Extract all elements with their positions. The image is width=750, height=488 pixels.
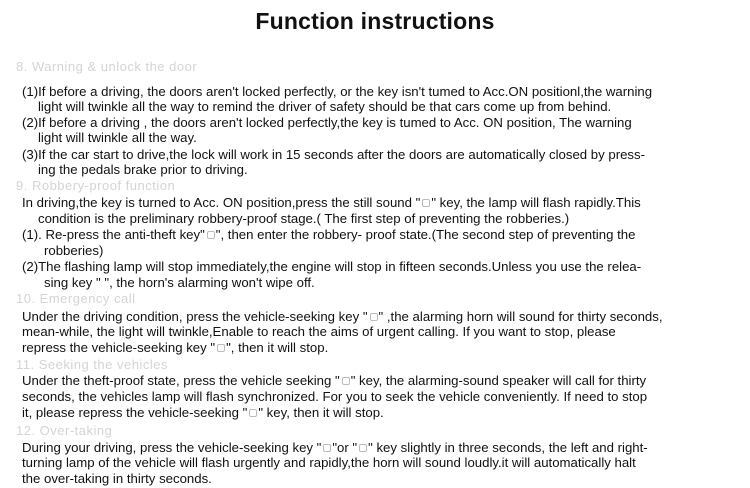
text-line: mean-while, the light will twinkle,Enable to reach the aims of urgent calling. If you want to stop, please [22, 324, 616, 339]
text-span: " key, the lamp will flash rapidly.This [431, 195, 641, 210]
text-line [22, 341, 328, 354]
text-line [22, 374, 646, 387]
text-line: seconds, the vehicles lamp will flash synchronized. For you to seek the vehicle conveniently. If need to stop [22, 389, 648, 404]
text-line: (2)If before a driving , the doors aren't locked perfectly,the key is tumed to Acc. ON position, The warning [22, 115, 632, 130]
text-span: During your driving, press the vehicle-seeking key " [22, 440, 322, 455]
text-line: robberies) [44, 243, 104, 258]
key-icon [358, 442, 367, 453]
text-line: light will twinkle all the way to remind the driver of safety should be that cars come up from behind. [38, 99, 612, 114]
text-line: (2)The flashing lamp will stop immediately,the engine will stop in fifteen seconds.Unless you use the relea- [22, 259, 642, 274]
text-line: sing key " ", the horn's alarming won't wipe off. [44, 275, 315, 290]
text-line: light will twinkle all the way. [38, 130, 197, 145]
text-line [22, 406, 384, 419]
text-span: "or " [332, 440, 358, 455]
section-heading-emergency-call: 10. Emergency call [16, 291, 136, 306]
text-span: " key slightly in three seconds, the left and right- [368, 440, 648, 455]
key-icon [216, 342, 225, 353]
key-icon [322, 442, 331, 453]
text-line: (3)If the car start to drive,the lock will work in 15 seconds after the doors are automatically closed by press- [22, 147, 646, 162]
text-span: it, please repress the vehicle-seeking " [22, 405, 248, 420]
text-span: ", then it will stop. [226, 340, 329, 355]
text-span: " key, then it will stop. [258, 405, 384, 420]
text-line: (1)If before a driving, the doors aren't locked perfectly, or the key isn't tumed to Acc.ON positionl,the warning [22, 84, 653, 99]
section-heading-over-taking: 12. Over-taking [16, 423, 113, 438]
text-span: Under the theft-proof state, press the vehicle seeking " [22, 373, 340, 388]
section-heading-seeking-vehicles: 11. Seeking the vehicles [16, 357, 168, 372]
text-span: repress the vehicle-seeking key " [22, 340, 216, 355]
text-span: ", then enter the robbery- proof state.(The second step of preventing the [215, 227, 636, 242]
key-icon [206, 229, 215, 240]
text-line: turning lamp of the vehicle will flash urgently and rapidly,the horn will sound loudly.it will automatically halt [22, 455, 636, 470]
text-span: (1). Re-press the anti-theft key" [22, 227, 205, 242]
text-line: condition is the preliminary robbery-proof stage.( The first step of preventing the robberies.) [38, 211, 570, 226]
text-line: the over-taking in thirty seconds. [22, 471, 212, 486]
text-span: Under the driving condition, press the vehicle-seeking key " [22, 309, 368, 324]
text-line [22, 310, 663, 323]
key-icon [248, 407, 257, 418]
section-heading-robbery-proof: 9. Robbery-proof function [16, 178, 176, 193]
key-icon [341, 375, 350, 386]
key-icon [369, 311, 378, 322]
page-title: Function instructions [255, 8, 495, 34]
text-line [22, 228, 635, 241]
text-span: " ,the alarming horn will sound for thirty seconds, [378, 309, 663, 324]
text-span: In driving,the key is turned to Acc. ON position,press the still sound " [22, 195, 421, 210]
section-heading-warning: 8. Warning & unlock the door [16, 59, 198, 74]
text-span: " key, the alarming-sound speaker will call for thirty [350, 373, 647, 388]
text-line: ing the pedals brake prior to driving. [38, 162, 248, 177]
key-icon [421, 197, 430, 208]
text-line [22, 196, 641, 209]
text-line [22, 441, 648, 454]
